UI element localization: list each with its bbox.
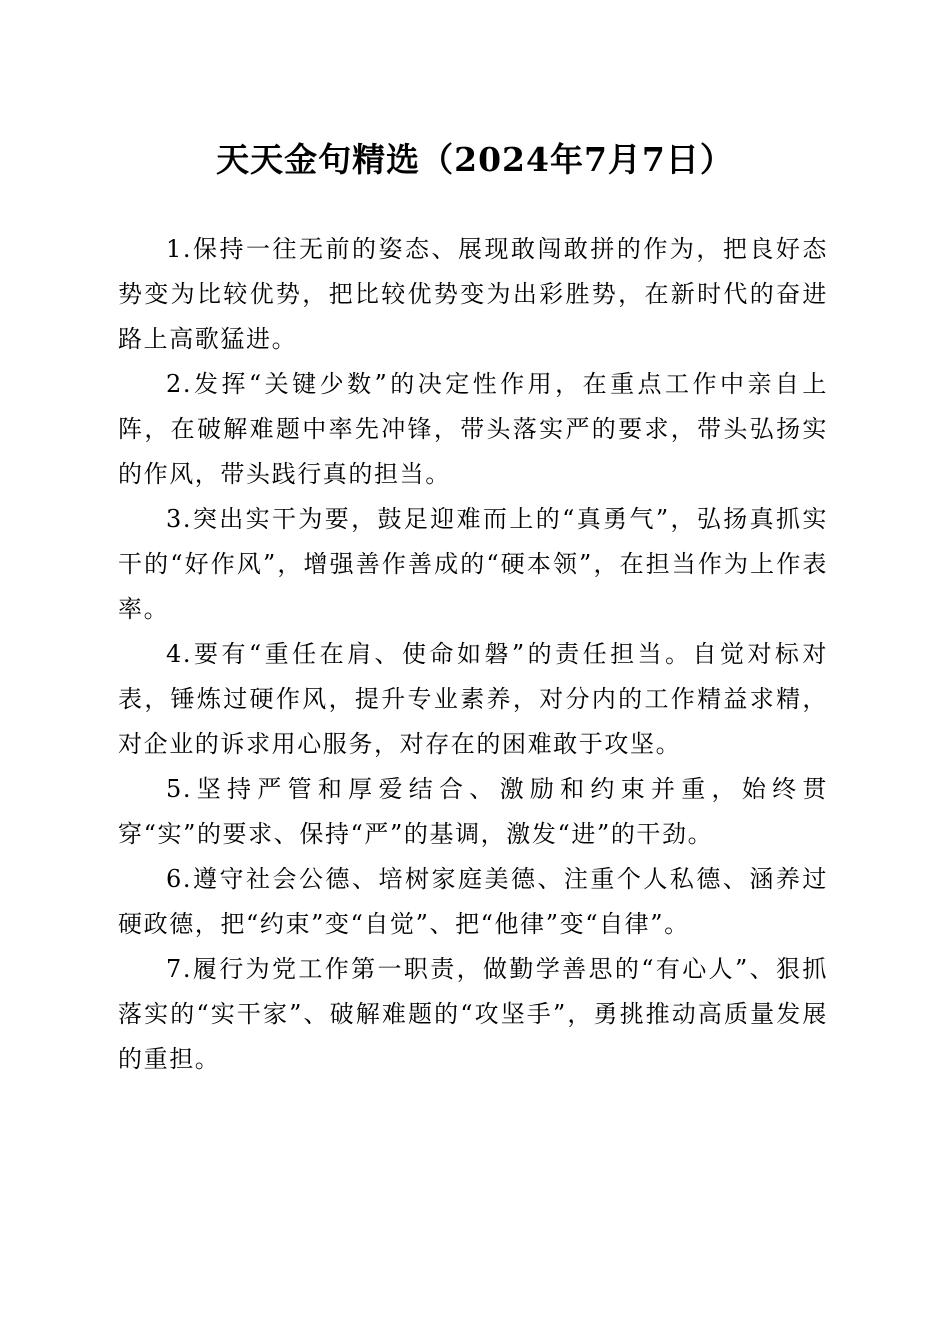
paragraph-7: 7.履行为党工作第一职责，做勤学善思的“有心人”、狠抓落实的“实干家”、破解难题的“攻坚手”，勇挑推动高质量发展的重担。 xyxy=(118,955,828,1073)
paragraph-6: 6.遵守社会公德、培树家庭美德、注重个人私德、涵养过硬政德，把“约束”变“自觉”、把“他律”变“自律”。 xyxy=(118,865,828,938)
document-body xyxy=(118,227,828,1082)
document-title: 天天金句精选（2024年7月7日） xyxy=(216,140,734,179)
paragraph-5: 5.坚持严管和厚爱结合、激励和约束并重，始终贯穿“实”的要求、保持“严”的基调，激发“进”的干劲。 xyxy=(118,775,828,848)
paragraph-1: 1.保持一往无前的姿态、展现敢闯敢拼的作为，把良好态势变为比较优势，把比较优势变为出彩胜势，在新时代的奋进路上高歌猛进。 xyxy=(118,235,828,353)
paragraph-4: 4.要有“重任在肩、使命如磐”的责任担当。自觉对标对表，锤炼过硬作风，提升专业素养，对分内的工作精益求精，对企业的诉求用心服务，对存在的困难敢于攻坚。 xyxy=(118,640,828,758)
paragraph-2: 2.发挥“关键少数”的决定性作用，在重点工作中亲自上阵，在破解难题中率先冲锋，带头落实严的要求，带头弘扬实的作风，带头践行真的担当。 xyxy=(118,370,828,488)
paragraph-3: 3.突出实干为要，鼓足迎难而上的“真勇气”，弘扬真抓实干的“好作风”，增强善作善成的“硬本领”，在担当作为上作表率。 xyxy=(118,505,828,623)
